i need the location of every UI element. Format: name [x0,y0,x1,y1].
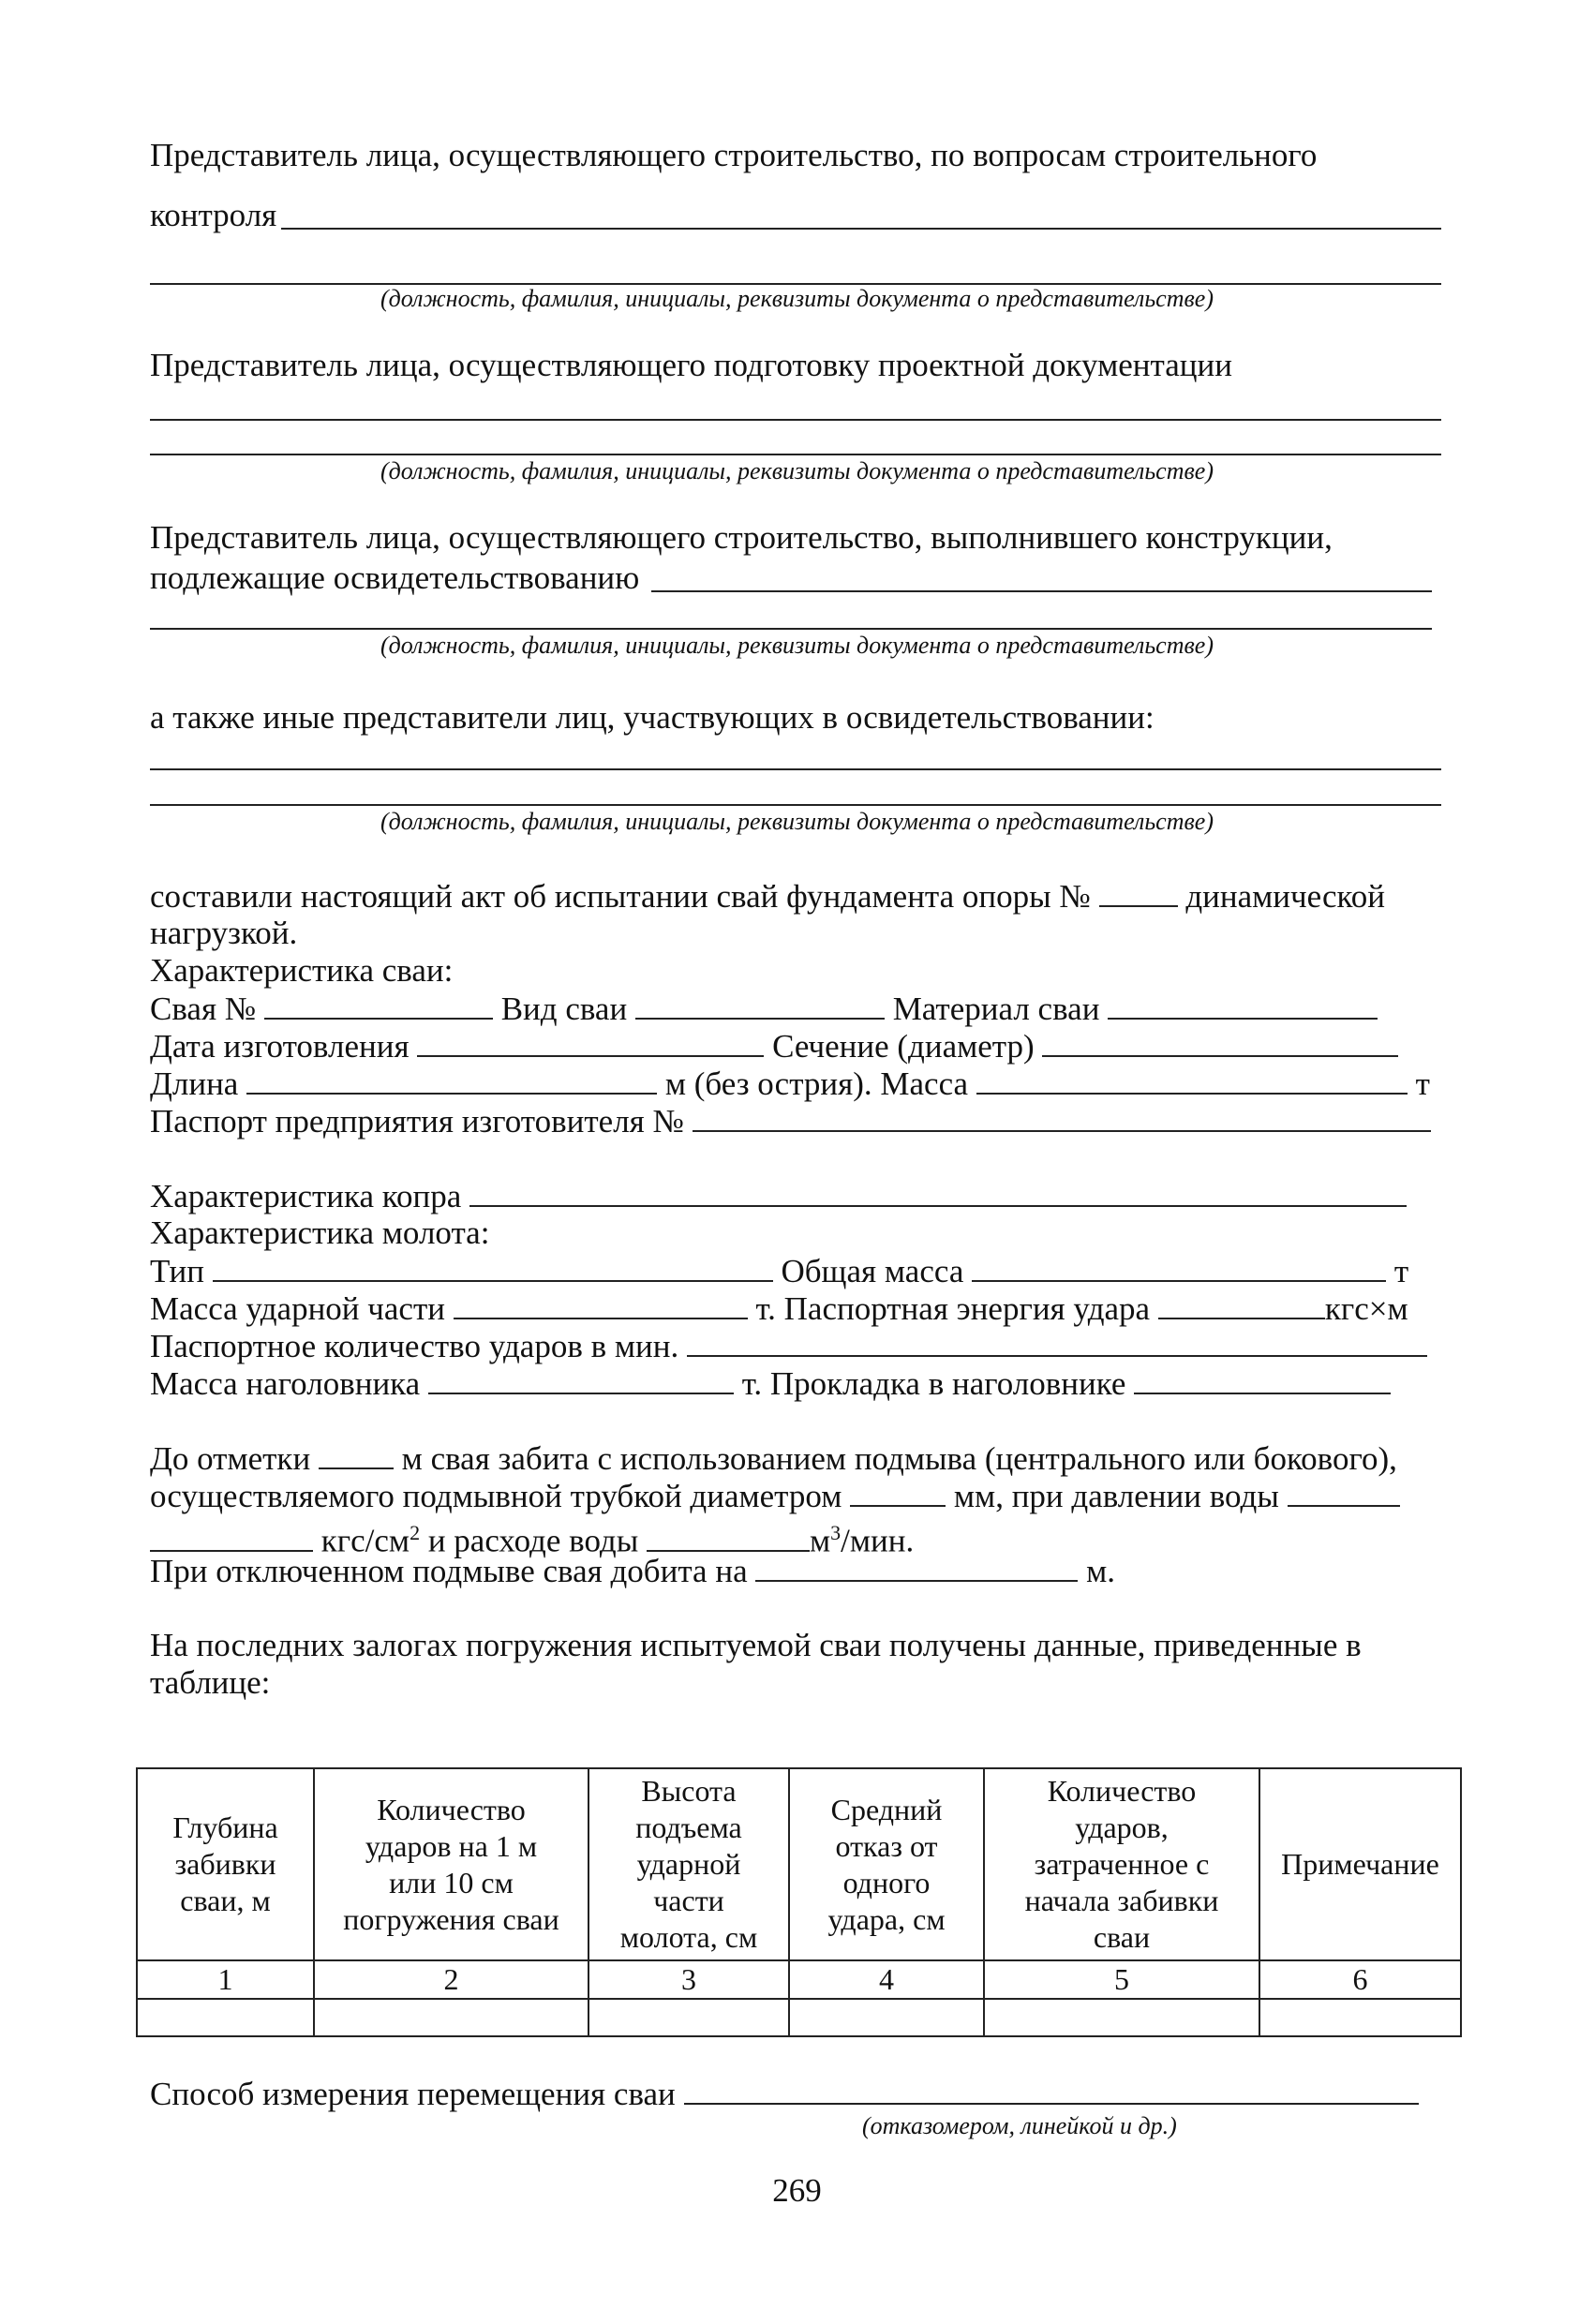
header-text-line: сваи [1093,1920,1151,1954]
superscript: 2 [410,1521,421,1544]
jetting-line4 [150,1552,1115,1590]
fill-line[interactable] [150,768,1441,770]
pile-length-label: Длина [150,1065,239,1102]
header-text-line: ударов на 1 м [365,1828,538,1863]
pile-passport-field[interactable] [693,1102,1431,1132]
header-text-line: подъема [635,1810,742,1844]
header-text-line: Количество [377,1792,526,1826]
fill-line[interactable] [150,454,1441,455]
water-flow-field[interactable] [647,1522,810,1552]
table-intro-line2: таблице: [150,1664,271,1701]
rig-row-type [150,1252,1408,1290]
pile-mass-unit: т [1415,1065,1430,1102]
jetting-text: мм, при давлении воды [953,1478,1279,1514]
pile-heading: Характеристика сваи: [150,952,454,989]
table-input-cell[interactable] [314,1999,588,2036]
rig-row-blows [150,1327,1427,1365]
cap-mass-field[interactable] [428,1364,734,1394]
fill-line[interactable] [150,628,1432,630]
column-number-cell: 5 [984,1960,1259,1999]
caption: (должность, фамилия, инициалы, реквизиты документа о представительстве) [380,285,1214,312]
table-header-row [137,1768,1461,1960]
caption: (должность, фамилия, инициалы, реквизиты документа о представительстве) [380,808,1214,835]
superscript: 3 [830,1521,842,1544]
header-text-line: сваи, м [180,1884,271,1917]
hammer-type-label: Тип [150,1253,204,1289]
caption: (должность, фамилия, инициалы, реквизиты документа о представительстве) [380,632,1214,659]
fill-line[interactable] [150,804,1441,806]
jetting-text: /мин. [841,1522,915,1559]
blows-field[interactable] [687,1327,1427,1357]
header-text-line: Количество [1047,1774,1197,1808]
column-number-cell: 2 [314,1960,588,1999]
tube-diameter-field[interactable] [850,1477,946,1507]
rig-row-cap [150,1364,1391,1403]
jetting-text: м [810,1522,831,1559]
column-number-cell: 4 [789,1960,984,1999]
header-text-line: погружения сваи [343,1901,559,1936]
jetting-text: м. [1086,1553,1116,1589]
total-mass-field[interactable] [972,1252,1386,1282]
measure-label: Способ измерения перемещения сваи [150,2076,676,2112]
pile-number-label: Свая № [150,991,257,1027]
rig-row-copra [150,1177,1407,1215]
header-text-line: или 10 см [389,1865,514,1899]
pile-type-label: Вид сваи [500,991,628,1027]
header-text-line: забивки [174,1847,276,1881]
copra-field[interactable] [469,1177,1407,1207]
header-cell [789,1768,984,1960]
impact-energy-field[interactable] [1158,1289,1325,1319]
impact-mass-label: Масса ударной части [150,1290,445,1327]
header-text-line: молота, см [619,1920,758,1954]
header-cell [984,1768,1259,1960]
section-control-line1: Представитель лица, осуществляющего строительство, по вопросам строительного [150,137,1318,173]
section-design-line1: Представитель лица, осуществляющего подготовку проектной документации [150,347,1232,383]
driven-depth-field[interactable] [755,1552,1078,1582]
total-mass-unit: т [1393,1253,1409,1289]
header-text-line: удара, см [827,1901,946,1936]
total-mass-label: Общая масса [781,1253,964,1289]
section-control-line2: контроля [150,197,277,233]
pile-data-table [136,1767,1462,2037]
pile-material-label: Материал сваи [892,991,1100,1027]
jetting-text: кгс/см [320,1522,410,1559]
act-line1 [150,877,1385,916]
header-cell [137,1768,314,1960]
pile-section-field[interactable] [1042,1027,1398,1057]
column-number-cell: 1 [137,1960,314,1999]
jetting-text: м свая забита с использованием подмыва (центрального или бокового), [401,1440,1397,1477]
pile-material-field[interactable] [1108,990,1378,1020]
header-text-line: затраченное с [1034,1847,1210,1881]
header-cell [588,1768,789,1960]
header-text-line: Примечание [1281,1847,1439,1881]
pile-row1 [150,990,1378,1028]
pile-mass-field[interactable] [976,1065,1408,1095]
pile-number-field[interactable] [264,990,493,1020]
table-row [137,1999,1461,2036]
header-text-line: Высота [641,1774,737,1808]
hammer-heading: Характеристика молота: [150,1214,490,1251]
energy-unit: кгс×м [1324,1290,1408,1327]
header-cell [1259,1768,1461,1960]
column-number-cell: 6 [1259,1960,1461,1999]
cap-pad-field[interactable] [1134,1364,1391,1394]
table-input-cell[interactable] [588,1999,789,2036]
blows-label: Паспортное количество ударов в мин. [150,1328,679,1364]
pile-type-field[interactable] [635,990,885,1020]
header-text-line: Средний [830,1792,943,1826]
water-pressure-value-field[interactable] [150,1522,313,1552]
hammer-type-field[interactable] [213,1252,773,1282]
impact-energy-label: т. Паспортная энергия удара [755,1290,1151,1327]
copra-label: Характеристика копра [150,1178,462,1214]
table-input-cell[interactable] [984,1999,1259,2036]
header-text-line: ударов, [1075,1810,1169,1844]
header-text-line: отказ от [835,1828,938,1863]
measure-row [150,2075,1419,2113]
table-input-cell[interactable] [789,1999,984,2036]
pile-row3 [150,1065,1430,1103]
pile-passport-label: Паспорт предприятия изготовителя № [150,1103,684,1140]
column-number-cell: 3 [588,1960,789,1999]
header-text-line: одного [842,1865,931,1899]
mark-field[interactable] [319,1439,394,1469]
cap-mass-label: Масса наголовника [150,1365,421,1402]
pile-mass-label: м (без острия). Масса [664,1065,969,1102]
header-cell [314,1768,588,1960]
measure-field[interactable] [684,2075,1419,2105]
jetting-text: До отметки [150,1440,311,1477]
header-text-line: ударной [636,1847,741,1881]
fill-line[interactable] [281,228,1441,230]
header-text-line: начала забивки [1024,1884,1219,1917]
impact-mass-field[interactable] [454,1289,748,1319]
pile-date-label: Дата изготовления [150,1028,410,1065]
pile-date-field[interactable] [417,1027,764,1057]
header-text-line: Глубина [172,1810,278,1844]
rig-row-impact [150,1289,1408,1328]
section-others-line1: а также иные представители лиц, участвующих в освидетельствовании: [150,699,1155,736]
pile-section-label: Сечение (диаметр) [772,1028,1035,1065]
jetting-line1 [150,1439,1397,1478]
jetting-text: и расходе воды [420,1522,639,1559]
jetting-text: При отключенном подмыве свая добита на [150,1553,748,1589]
table-number-row [137,1960,1461,1999]
page-number: 269 [772,2172,822,2209]
support-number-field[interactable] [1099,877,1178,907]
table-intro-line1: На последних залогах погружения испытуемой сваи получены данные, приведенные в [150,1627,1362,1663]
jetting-text: осуществляемого подмывной трубкой диаметром [150,1478,842,1514]
table-input-cell[interactable] [1259,1999,1461,2036]
act-line2: нагрузкой. [150,915,298,951]
act-text: составили настоящий акт об испытании свай фундамента опоры № [150,878,1091,915]
pile-length-field[interactable] [246,1065,657,1095]
section-builder-line1: Представитель лица, осуществляющего строительство, выполнившего конструкции, [150,519,1333,556]
table-input-cell[interactable] [137,1999,314,2036]
measure-caption: (отказомером, линейкой и др.) [862,2112,1177,2139]
fill-line[interactable] [150,419,1441,421]
header-text-line: части [653,1884,724,1917]
jetting-line2 [150,1477,1400,1515]
cap-pad-label: т. Прокладка в наголовнике [741,1365,1126,1402]
fill-line[interactable] [651,590,1432,592]
pile-row4 [150,1102,1431,1140]
caption: (должность, фамилия, инициалы, реквизиты документа о представительстве) [380,457,1214,484]
section-builder-line2: подлежащие освидетельствованию [150,559,640,596]
act-text-2: динамической [1185,878,1386,915]
pile-row2 [150,1027,1398,1065]
water-pressure-field[interactable] [1288,1477,1400,1507]
